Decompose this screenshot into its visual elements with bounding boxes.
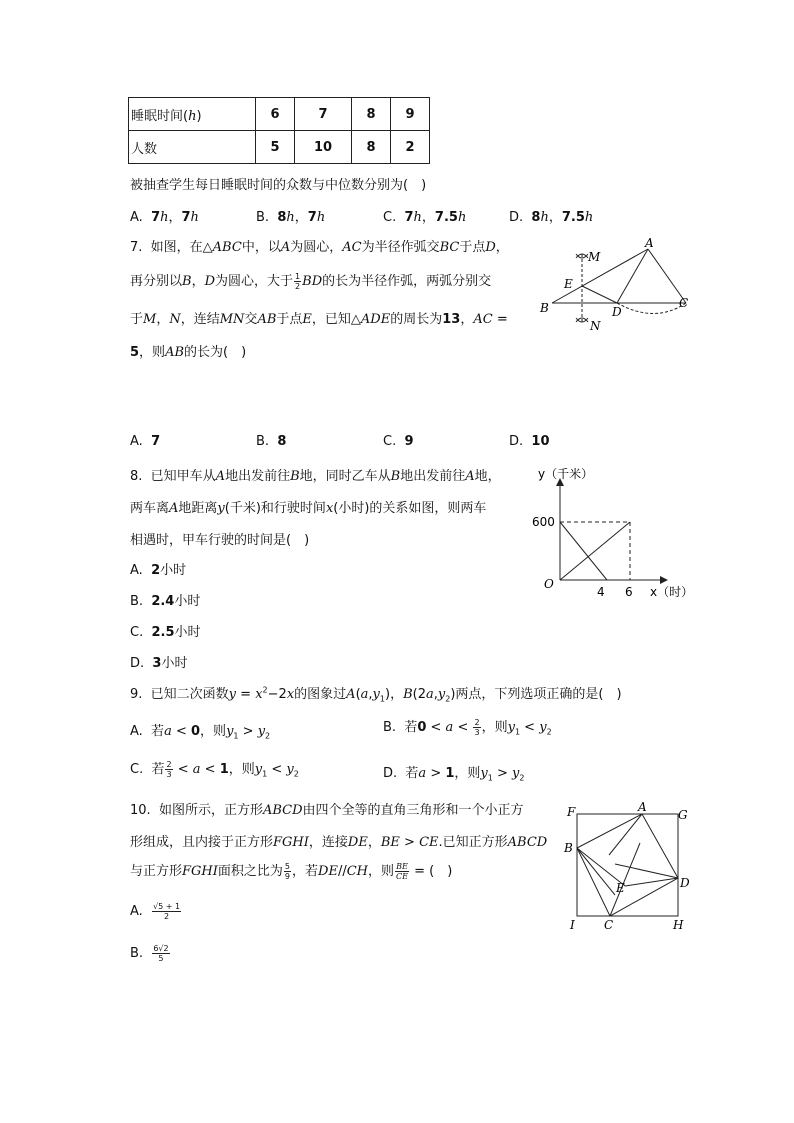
table-cell: 7 bbox=[295, 98, 352, 131]
q7-figure bbox=[530, 232, 700, 342]
q6-option-c: C. 7h，7.5h bbox=[383, 210, 467, 225]
table-row bbox=[129, 131, 430, 164]
q7-option-b: B. 8 bbox=[256, 434, 287, 449]
label-b: B bbox=[564, 841, 573, 855]
q8-line3: 相遇时，甲车行驶的时间是( ) bbox=[130, 533, 310, 548]
table-cell: 8 bbox=[352, 131, 391, 164]
q9-option-d: D. 若a > 1，则$y_1 > y_2$ bbox=[383, 766, 525, 783]
q7-option-d: D. 10 bbox=[509, 434, 550, 449]
label-a: A bbox=[645, 236, 654, 250]
q7-option-c: C. 9 bbox=[383, 434, 414, 449]
q8-option-b: B. 2.4小时 bbox=[130, 594, 201, 609]
q6-option-a: A. 7h，7h bbox=[130, 210, 199, 225]
q9-option-c: C. 若 $\frac{2}{3}$ < a < 1，则$y_1 < y_2$ bbox=[130, 760, 299, 779]
sleep-table bbox=[128, 97, 430, 164]
q8-line2: 两车离A地距离y(千米)和行驶时间x(小时)的关系如图，则两车 bbox=[130, 501, 487, 516]
q10-option-a: A. $\frac{√5 + 1}{2}$ bbox=[130, 902, 181, 921]
x-axis-label: x（时） bbox=[650, 585, 694, 599]
q7-option-a: A. 7 bbox=[130, 434, 161, 449]
q6-option-d: D. 8h，7.5h bbox=[509, 210, 594, 225]
q8-line1: 8. 已知甲车从A地出发前往B地，同时乙车从B地出发前往A地， bbox=[130, 469, 501, 484]
q10-figure bbox=[560, 800, 700, 935]
q10-line3: 与正方形FGHI面积之比为 $\frac{5}{9}$ ，若DE//CH，则 $\frac{BE}{CE}$ = ( ) bbox=[130, 862, 453, 881]
q9-option-a: A. 若a < 0，则$y_1 > y_2$ bbox=[130, 724, 271, 741]
label-d: D bbox=[680, 876, 690, 890]
q8-option-a: A. 2小时 bbox=[130, 563, 187, 578]
label-d: D bbox=[612, 305, 622, 319]
y-axis-label: y（千米） bbox=[538, 467, 594, 481]
origin-label: O bbox=[544, 577, 554, 591]
table-row bbox=[129, 98, 430, 131]
q9-option-b: B. 若0 < a < $\frac{2}{3}$ ，则$y_1 < y_2$ bbox=[383, 718, 552, 737]
q7-line3: 于M，N，连结MN交AB于点E，已知△ADE的周长为13，AC = bbox=[130, 312, 508, 327]
table-cell: 2 bbox=[391, 131, 430, 164]
label-m: M bbox=[588, 250, 601, 264]
q10-option-b: B. $\frac{6√2}{5}$ bbox=[130, 944, 169, 963]
q8-option-c: C. 2.5小时 bbox=[130, 625, 201, 640]
q7-line4: 5，则AB的长为( ) bbox=[130, 345, 247, 360]
label-e: E bbox=[564, 277, 573, 291]
label-a: A bbox=[638, 800, 647, 814]
table-cell: 6 bbox=[256, 98, 295, 131]
q8-option-d: D. 3小时 bbox=[130, 656, 188, 671]
label-e: E bbox=[616, 881, 625, 895]
label-b: B bbox=[540, 301, 549, 315]
q7-line2: 再分别以B，D为圆心，大于 $\frac{1}{2}$ BD的长为半径作弧，两弧分别交 bbox=[130, 272, 492, 291]
label-i: I bbox=[570, 918, 575, 932]
q10-line2: 形组成，且内接于正方形FGHI，连接DE，BE > CE.已知正方形ABCD bbox=[130, 835, 548, 850]
label-g: G bbox=[678, 808, 688, 822]
table-row-label: 人数 bbox=[129, 131, 256, 164]
x-tick-6: 6 bbox=[625, 585, 633, 599]
table-cell: 8 bbox=[352, 98, 391, 131]
q6-option-b: B. 8h，7h bbox=[256, 210, 326, 225]
x-tick-4: 4 bbox=[597, 585, 605, 599]
table-cell: 5 bbox=[256, 131, 295, 164]
label-c: C bbox=[604, 918, 614, 932]
table-cell: 10 bbox=[295, 131, 352, 164]
q9-stem: 9. 已知二次函数$y = x^2-2x$的图象过$A(a,y_1)$，$B(2a,y_2)$两点，下列选项正确的是( ) bbox=[130, 685, 622, 704]
label-f: F bbox=[567, 805, 576, 819]
label-h: H bbox=[673, 918, 684, 932]
table-cell: 9 bbox=[391, 98, 430, 131]
q7-line1: 7. 如图，在△ABC中，以A为圆心，AC为半径作弧交BC于点D， bbox=[130, 240, 509, 255]
label-c: C bbox=[679, 296, 689, 310]
y-tick-600: 600 bbox=[532, 515, 555, 529]
q6-stem: 被抽查学生每日睡眠时间的众数与中位数分别为( ) bbox=[130, 178, 427, 193]
q8-graph bbox=[528, 462, 698, 607]
table-header-label: 睡眠时间(h) bbox=[129, 98, 256, 131]
q10-line1: 10. 如图所示，正方形ABCD由四个全等的直角三角形和一个小正方 bbox=[130, 803, 524, 818]
label-n: N bbox=[590, 319, 601, 333]
